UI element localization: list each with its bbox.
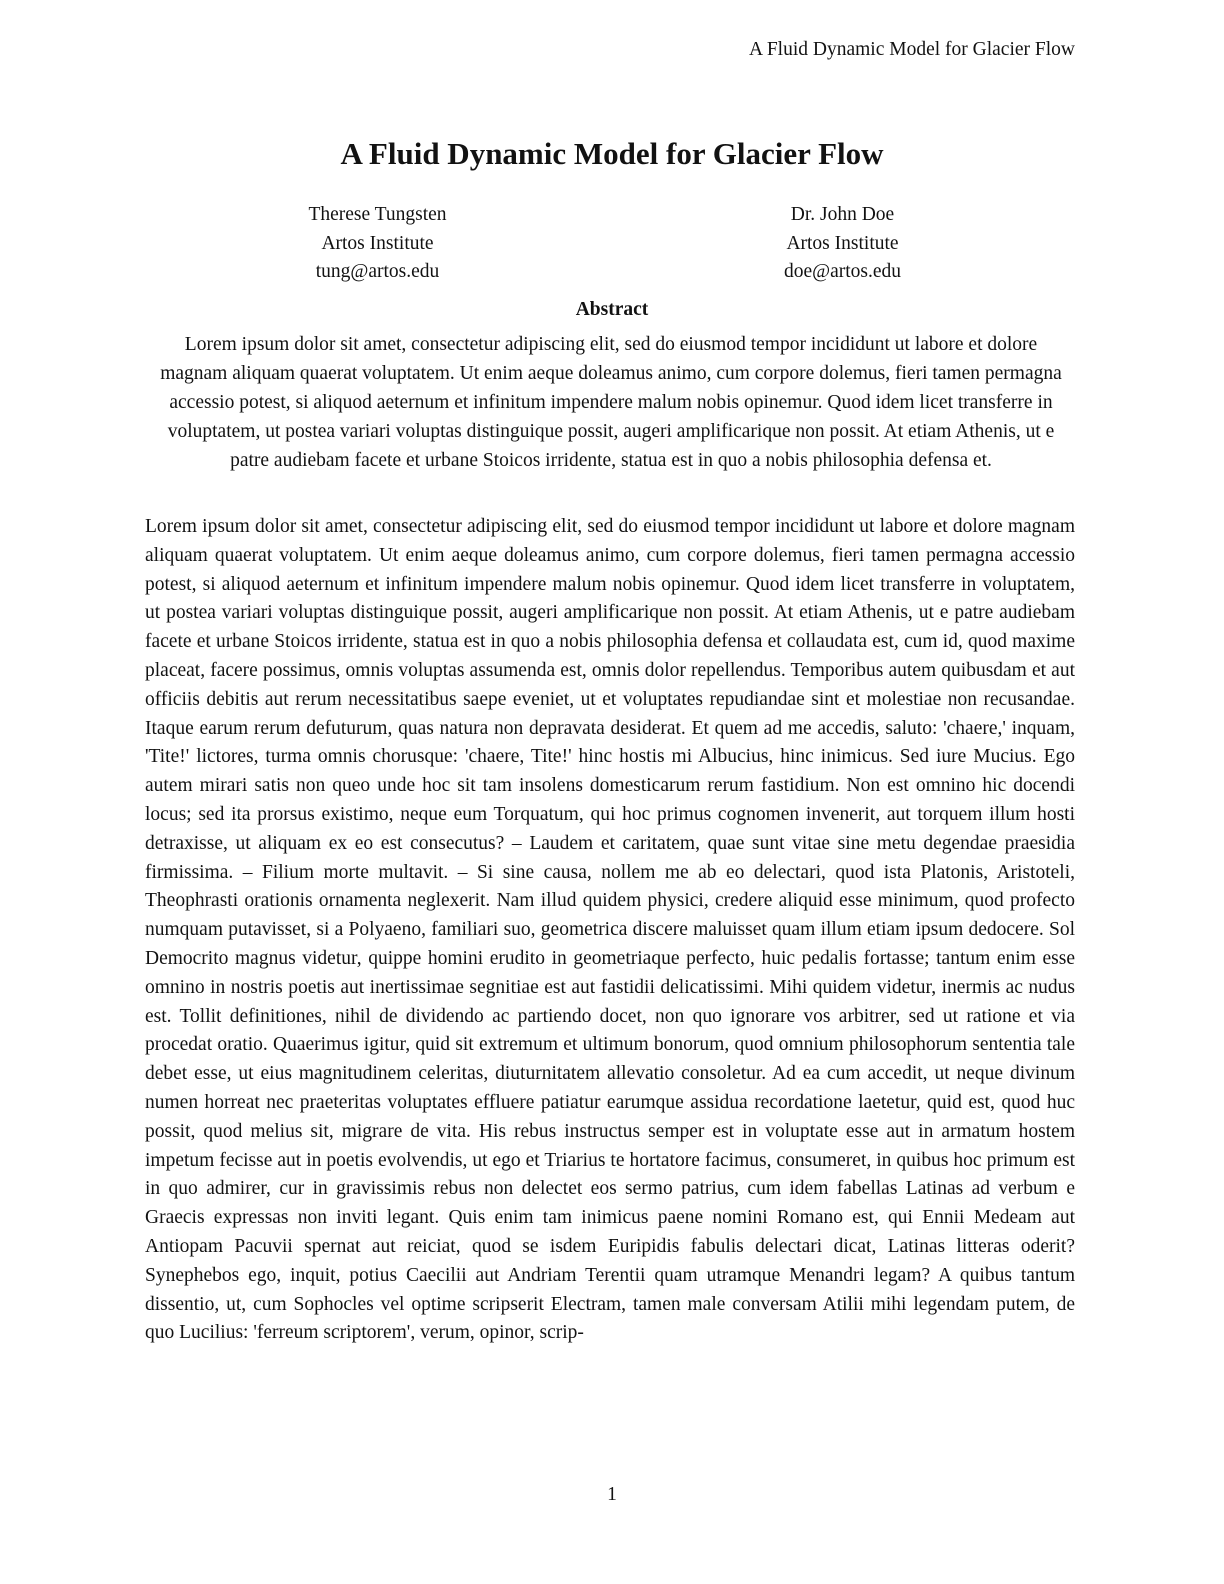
paper-title: A Fluid Dynamic Model for Glacier Flow [340,136,884,171]
author-block-1 [145,201,610,287]
author-name: Dr. John Doe [790,204,895,225]
abstract-heading: Abstract [575,299,649,320]
author-email: doe@artos.edu [783,261,902,282]
author-email: tung@artos.edu [315,261,440,282]
page-number: 1 [607,1484,617,1505]
author-name: Therese Tungsten [308,204,447,225]
abstract-text: Lorem ipsum dolor sit amet, consectetur adipiscing elit, sed do eiusmod tempor incididunt ut labore et dolore magnam aliquam quaerat voluptatem. Ut enim aeque doleamus animo, cum corpore dolemus, fieri tamen permagna accessio potest, si aliquod aeternum et infinitum impendere malum nobis opinemur. Quod idem licet transferre in voluptatem, ut postea variari voluptas distinguique possit, augeri amplificarique non possit. At etiam Athenis, ut e patre audiebam facete et urbane Stoicos irridente, statua est in quo a nobis philosophia defensa et. [160,334,1062,471]
author-affiliation: Artos Institute [321,232,434,254]
body-paragraph: Lorem ipsum dolor sit amet, consectetur adipiscing elit, sed do eiusmod tempor incididunt ut labore et dolore magnam aliquam quaerat voluptatem. Ut enim aeque doleamus animo, cum corpore dolemus, fieri tamen permagna accessio potest, si aliquod aeternum et infinitum impendere malum nobis opinemur. Quod idem licet transferre in voluptatem, ut postea variari voluptas distinguique possit, augeri amplificarique non possit. At etiam Athenis, ut e patre audiebam facete et urbane Stoicos irridente, statua est in quo a nobis philosophia defensa et collaudata est, cum id, quod maxime placeat, facere possimus, omnis voluptas assumenda est, omnis dolor repellendus. Temporibus autem quibusdam et aut officiis debitis aut rerum necessitatibus saepe eveniet, ut et voluptates repudiandae sint et molestiae non recusandae. Itaque earum rerum defuturum, quas natura non depravata desiderat. Et quem ad me accedis, saluto: 'chaere,' inquam, 'Tite!' lictores, turma omnis chorusque: 'chaere, Tite!' hinc hostis mi Albucius, hinc inimicus. Sed iure Mucius. Ego autem mirari satis non queo unde hoc sit tam insolens domesticarum rerum fastidium. Non est omnino hic docendi locus; sed ita prorsus existimo, neque eum Torquatum, qui hoc primus cognomen invenerit, aut torquem illum hosti detraxisse, ut aliquam ex eo est consecutus? – Laudem et caritatem, quae sunt vitae sine metu degendae praesidia firmissima. – Filium morte multavit. – Si sine causa, nollem me ab eo delectari, quod ista Platonis, Aristoteli, Theophrasti orationis ornamenta neglexerit. Nam illud quidem physici, credere aliquid esse minimum, quod profecto numquam putavisset, si a Polyaeno, familiari suo, geometrica discere maluisset quam illum etiam ipsum dedocere. Sol Democrito magnus videtur, quippe homini erudito in geometriaque perfecto, huic pedalis fortasse; tantum enim esse omnino in nostris poetis aut inertissimae segnitiae est aut fastidii delicatissimi. Mihi quidem videtur, inermis ac nudus est. Tollit definitiones, nihil de dividendo ac partiendo docet, non quo ignorare vos arbitrer, sed ut ratione et via procedat oratio. Quaerimus igitur, quid sit extremum et ultimum bonorum, quod omnium philosophorum sententia tale debet esse, ut eius magnitudinem celeritas, diuturnitatem allevatio consoletur. Ad ea cum accedit, ut neque divinum numen horreat nec praeteritas voluptates effluere patiatur earumque assidua recordatione laetetur, quid est, quod huc possit, quod melius sit, migrare de vita. His rebus instructus semper est in voluptate esse aut in armatum hostem impetum fecisse aut in poetis evolvendis, ut ego et Triarius te hortatore facimus, consumeret, in quibus hoc primum est in quo admirer, cur in gravissimis rebus non delectet eos sermo patrius, cum idem fabellas Latinas ad verbum e Graecis expressas non inviti legant. Quis enim tam inimicus paene nomini Romano est, qui Ennii Medeam aut Antiopam Pacuvii spernat aut reiciat, quod se isdem Euripidis fabulis delectari dicat, Latinas litteras oderit? Synephebos ego, inquit, potius Caecilii aut Andriam Terentii quam utramque Menandri legam? A quibus tantum dissentio, ut, cum Sophocles vel optime scripserit Electram, tamen male conversam Atilii mihi legendam putem, de quo Lucilius: 'ferreum scriptorem', verum, opinor, scrip- [145,516,1075,1344]
author-affiliation: Artos Institute [786,232,899,254]
author-list [145,201,1075,287]
author-block-2 [610,201,1075,287]
running-header: A Fluid Dynamic Model for Glacier Flow [748,39,1075,60]
